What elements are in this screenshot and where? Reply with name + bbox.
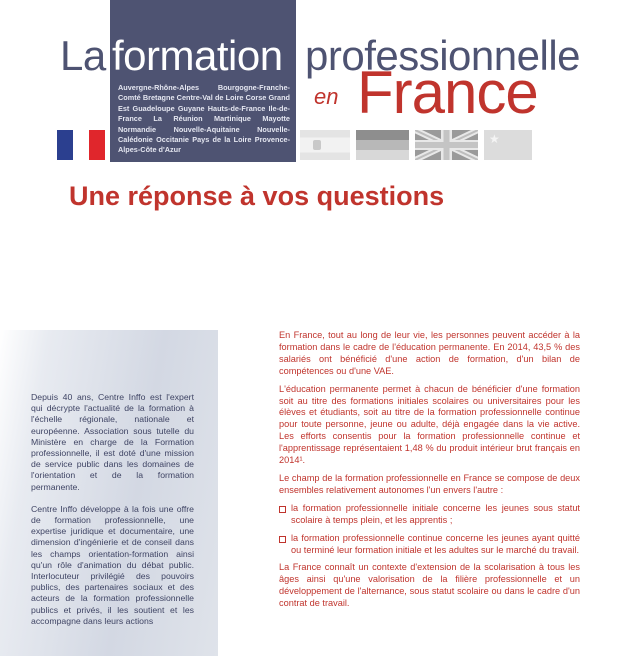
main-bullet-list — [279, 503, 580, 557]
flag-fr-icon[interactable] — [57, 130, 105, 160]
main-paragraph: La France connaît un contexte d'extension de la scolarisation à tous les âges ainsi qu'une valorisation de la filière professionnelle et un développement de l'alternance, sous statut scolaire ou dans le cadre d'un contrat de travail. — [279, 562, 580, 609]
main-paragraph: En France, tout au long de leur vie, les personnes peuvent accéder à la formation dans le cadre de l'éducation permanente. En 2014, 43,5 % des salariés ont bénéficié d'une action de formation, d'un bilan de compétences ou d'une VAE. — [279, 330, 580, 376]
main-text — [279, 330, 580, 616]
title-word-formation: formation — [112, 32, 283, 79]
flag-uk-icon[interactable] — [415, 130, 478, 160]
region-list: Auvergne-Rhône-Alpes Bourgogne-Franche-Comté Bretagne Centre-Val de Loire Corse Grand Est Guadeloupe Guyane Hauts-de-France Ile-de-France La Réunion Martinique Mayotte Normandie Nouvelle-Aquitaine Nouvelle-Calédonie Occitanie Pays de la Loire Provence-Alpes-Côte d'Azur — [118, 83, 290, 155]
main-paragraph: Le champ de la formation professionnelle en France se compose de deux ensembles relativement autonomes l'un envers l'autre : — [279, 472, 580, 495]
list-item: la formation professionnelle initiale concerne les jeunes sous statut scolaire à temps plein, et les apprentis ; — [279, 503, 580, 527]
flag-es-icon[interactable] — [300, 130, 350, 160]
sidebar-paragraph: Depuis 40 ans, Centre Inffo est l'expert qui décrypte l'actualité de la formation à l'échelle régionale, nationale et européenne. Association sous tutelle du Ministère en charge de la Formation professionnelle, il est doté d'une mission de service public dans les domaines de l'orientation et de la formation permanente. — [31, 392, 194, 492]
title-word-en: en — [314, 84, 339, 109]
sidebar-text — [31, 392, 194, 638]
main-paragraph: L'éducation permanente permet à chacun de bénéficier d'une formation soit au titre des formations initiales scolaires ou universitaires pour les élèves et étudiants, soit au titre de la formation professionnelle continue pour toute personne, jeune ou adulte, déjà engagée dans la vie active. Les efforts consentis pour la formation professionnelle continue et l'apprentissage représentaient 1,48 % du produit intérieur brut français en 2014¹. — [279, 383, 580, 466]
flag-cn-icon[interactable]: ★ — [484, 130, 532, 160]
page-subtitle: Une réponse à vos questions — [69, 181, 445, 211]
sidebar-paragraph: Centre Inffo développe à la fois une offre de formation professionnelle, une expertise juridique et documentaire, une dimension d'ingénierie et de conseil dans les champs orientation-formation ainsi qu'un rôle d'animation du débat public. Interlocuteur privilégié des pouvoirs publics, des partenaires sociaux et des acteurs de la formation professionnelle publics et privés, il les soutient et les accompagne dans leurs actions — [31, 503, 194, 626]
square-bullet-icon — [279, 536, 286, 543]
title-word-professionnelle: professionnelle — [305, 32, 581, 79]
square-bullet-icon — [279, 506, 286, 513]
flag-de-icon[interactable] — [356, 130, 409, 160]
list-item: la formation professionnelle continue concerne les jeunes ayant quitté ou terminé leur formation initiale et les adultes sur le marché du travail. — [279, 533, 580, 557]
title-word-france: France — [357, 59, 538, 126]
title-word-la: La — [60, 32, 106, 79]
